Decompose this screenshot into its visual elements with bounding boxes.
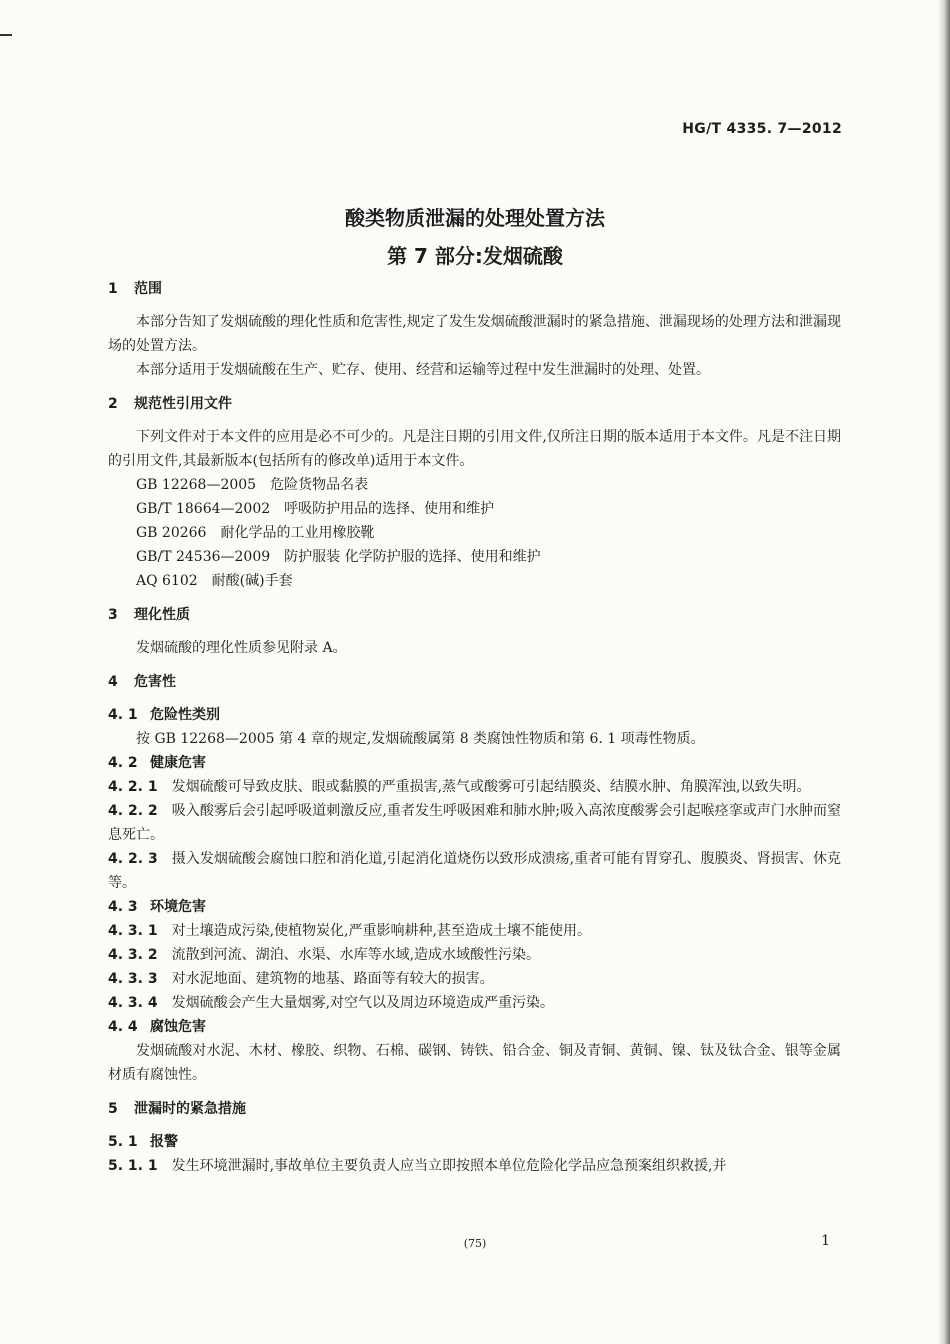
- paragraph: 下列文件对于本文件的应用是必不可少的。凡是注日期的引用文件,仅所注日期的版本适用于本文件。凡是不注日期的引用文件,其最新版本(包括所有的修改单)适用于本文件。: [108, 429, 841, 469]
- section-heading: 1 范围: [108, 281, 162, 297]
- subsection-heading: 4. 1 危险性类别: [108, 707, 220, 723]
- clause-item: 4. 2. 2 吸入酸雾后会引起呼吸道刺激反应,重者发生呼吸困难和肺水肿;吸入高浓度酸雾会引起喉痉挛或声门水肿而窒息死亡。: [108, 803, 841, 843]
- page-number: 1: [821, 1233, 830, 1249]
- clause-item: 4. 2. 3 摄入发烟硫酸会腐蚀口腔和消化道,引起消化道烧伤以致形成溃疡,重者可能有胃穿孔、腹膜炎、肾损害、休克等。: [108, 851, 842, 891]
- paragraph: 按 GB 12268—2005 第 4 章的规定,发烟硫酸属第 8 类腐蚀性物质和第 6. 1 项毒性物质。: [136, 731, 705, 747]
- reference-item: GB/T 18664—2002 呼吸防护用品的选择、使用和维护: [136, 501, 495, 517]
- subsection-heading: 5. 1 报警: [108, 1134, 178, 1150]
- doc-title: 酸类物质泄漏的处理处置方法: [345, 206, 605, 230]
- clause-item: 4. 2. 1 发烟硫酸可导致皮肤、眼或黏膜的严重损害,蒸气或酸雾可引起结膜炎、结膜水肿、角膜浑浊,以致失明。: [108, 779, 811, 795]
- reference-item: GB 12268—2005 危险货物品名表: [136, 477, 369, 493]
- series-page-number: (75): [463, 1237, 487, 1250]
- reference-item: GB/T 24536—2009 防护服装 化学防护服的选择、使用和维护: [136, 549, 541, 565]
- document-body: [108, 277, 841, 1178]
- scan-margin-mark: [0, 34, 12, 36]
- paragraph: 发烟硫酸对水泥、木材、橡胶、织物、石棉、碳钢、铸铁、铅合金、铜及青铜、黄铜、镍、钛及钛合金、银等金属材质有腐蚀性。: [108, 1043, 841, 1083]
- section-heading: 3 理化性质: [108, 607, 190, 623]
- paragraph: 发烟硫酸的理化性质参见附录 A。: [136, 640, 347, 656]
- clause-item: 4. 3. 1 对土壤造成污染,使植物炭化,严重影响耕种,甚至造成土壤不能使用。: [108, 923, 591, 939]
- subsection-heading: 4. 3 环境危害: [108, 899, 206, 915]
- paragraph: 本部分告知了发烟硫酸的理化性质和危害性,规定了发生发烟硫酸泄漏时的紧急措施、泄漏现场的处理方法和泄漏现场的处置方法。: [108, 314, 841, 354]
- subsection-heading: 4. 4 腐蚀危害: [108, 1019, 206, 1035]
- section-heading: 5 泄漏时的紧急措施: [108, 1101, 246, 1117]
- standard-code: HG/T 4335. 7—2012: [682, 121, 842, 137]
- reference-item: GB 20266 耐化学品的工业用橡胶靴: [136, 525, 375, 541]
- clause-item: 5. 1. 1 发生环境泄漏时,事故单位主要负责人应当立即按照本单位危险化学品应急预案组织救援,并: [108, 1158, 727, 1174]
- clause-item: 4. 3. 4 发烟硫酸会产生大量烟雾,对空气以及周边环境造成严重污染。: [108, 995, 555, 1011]
- clause-item: 4. 3. 3 对水泥地面、建筑物的地基、路面等有较大的损害。: [108, 971, 494, 987]
- section-heading: 2 规范性引用文件: [108, 396, 232, 412]
- clause-item: 4. 3. 2 流散到河流、湖泊、水渠、水库等水域,造成水域酸性污染。: [108, 947, 541, 963]
- section-heading: 4 危害性: [108, 674, 176, 690]
- paragraph: 本部分适用于发烟硫酸在生产、贮存、使用、经营和运输等过程中发生泄漏时的处理、处置。: [136, 362, 710, 378]
- reference-item: AQ 6102 耐酸(碱)手套: [136, 573, 293, 589]
- doc-subtitle: 第 7 部分:发烟硫酸: [387, 244, 563, 268]
- subsection-heading: 4. 2 健康危害: [108, 755, 206, 771]
